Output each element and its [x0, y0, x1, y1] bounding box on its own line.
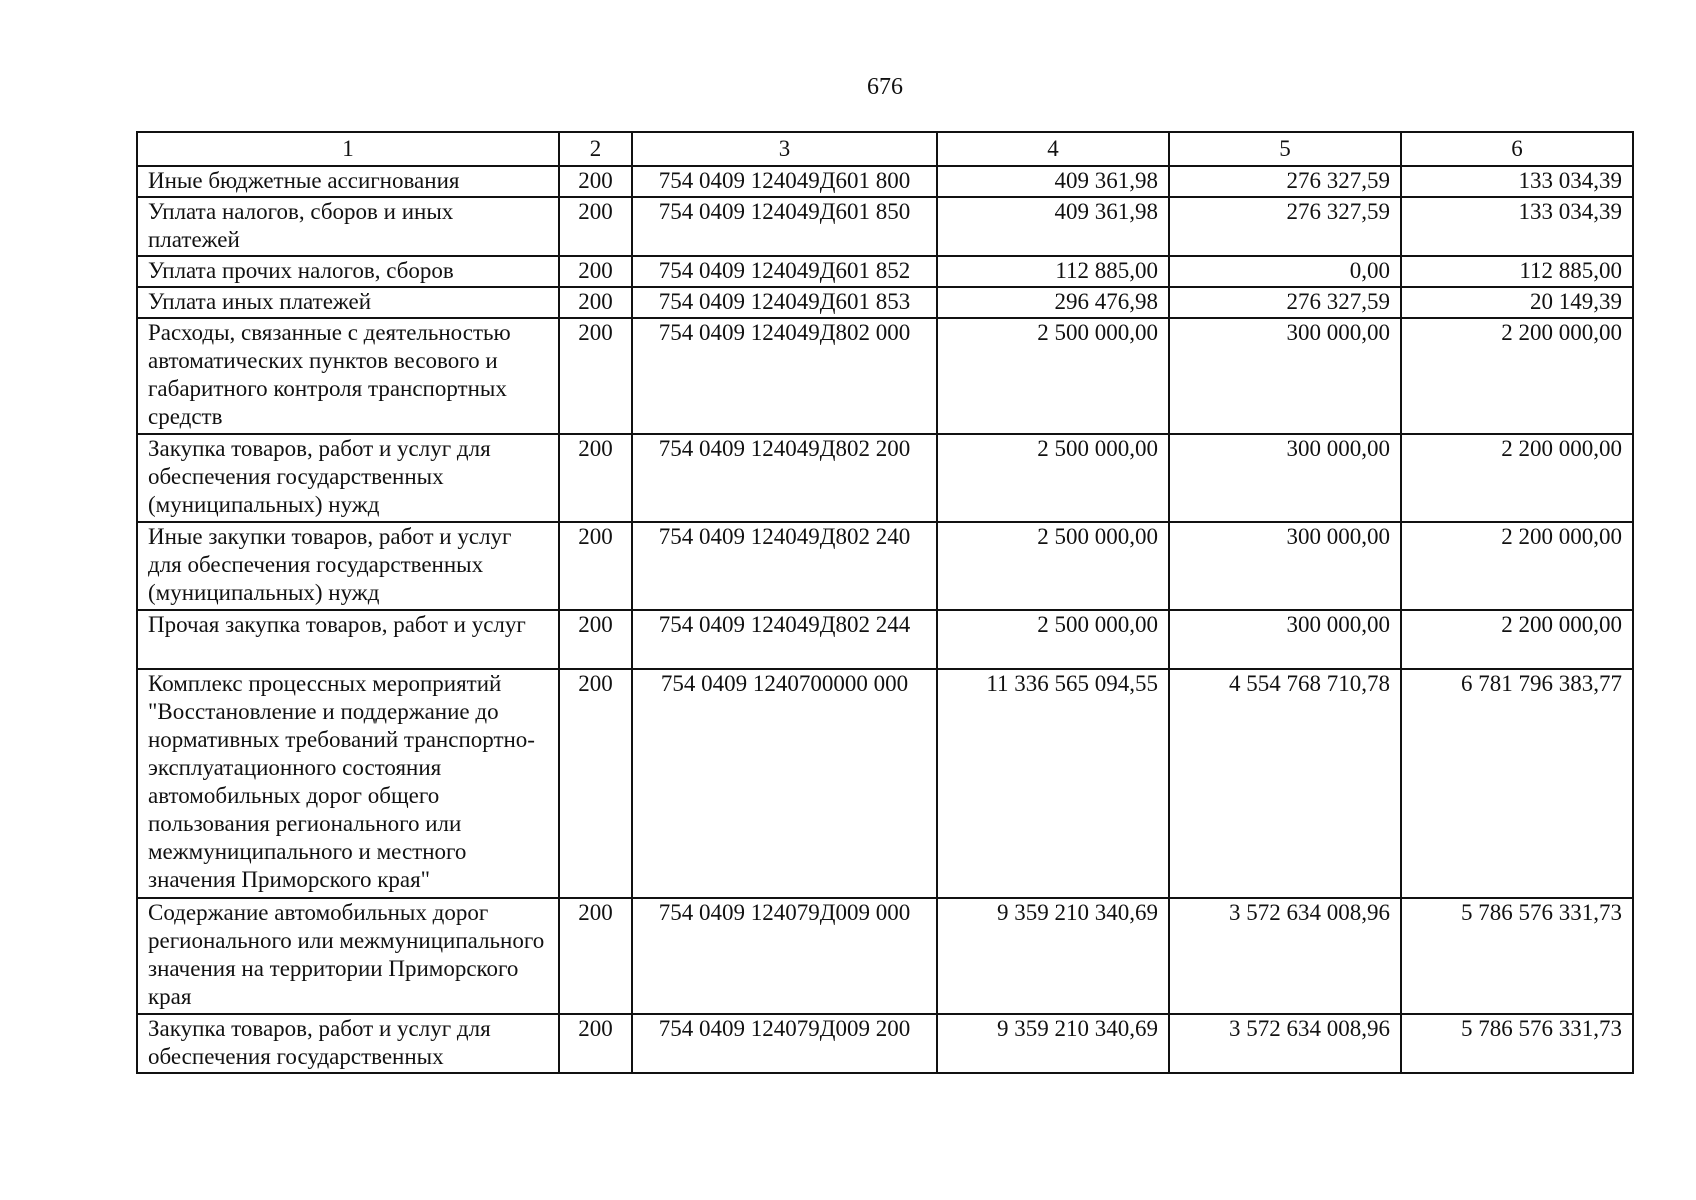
row-grbs: 200 — [559, 898, 632, 1014]
row-value-4: 409 361,98 — [937, 197, 1169, 256]
row-code: 754 0409 124079Д009 200 — [632, 1014, 937, 1073]
row-value-5: 3 572 634 008,96 — [1169, 1014, 1401, 1073]
row-name: Иные бюджетные ассигнования — [137, 166, 559, 197]
page-number: 676 — [867, 74, 903, 100]
row-value-6: 5 786 576 331,73 — [1401, 898, 1633, 1014]
row-value-6: 112 885,00 — [1401, 256, 1633, 287]
row-value-6: 2 200 000,00 — [1401, 434, 1633, 522]
row-grbs: 200 — [559, 166, 632, 197]
row-value-6: 2 200 000,00 — [1401, 522, 1633, 610]
table-row — [137, 610, 1633, 669]
row-value-6: 2 200 000,00 — [1401, 610, 1633, 669]
row-code: 754 0409 124049Д601 852 — [632, 256, 937, 287]
header-cell-6: 6 — [1401, 132, 1633, 166]
row-value-5: 4 554 768 710,78 — [1169, 669, 1401, 898]
row-code: 754 0409 124049Д601 800 — [632, 166, 937, 197]
row-value-4: 2 500 000,00 — [937, 434, 1169, 522]
row-value-6: 133 034,39 — [1401, 166, 1633, 197]
row-value-4: 11 336 565 094,55 — [937, 669, 1169, 898]
header-cell-4: 4 — [937, 132, 1169, 166]
row-value-5: 300 000,00 — [1169, 522, 1401, 610]
row-value-5: 276 327,59 — [1169, 166, 1401, 197]
row-value-6: 133 034,39 — [1401, 197, 1633, 256]
row-value-4: 2 500 000,00 — [937, 522, 1169, 610]
row-value-5: 300 000,00 — [1169, 434, 1401, 522]
row-code: 754 0409 124079Д009 000 — [632, 898, 937, 1014]
row-value-6: 2 200 000,00 — [1401, 318, 1633, 434]
row-value-5: 3 572 634 008,96 — [1169, 898, 1401, 1014]
row-value-4: 9 359 210 340,69 — [937, 1014, 1169, 1073]
header-cell-1: 1 — [137, 132, 559, 166]
table-row — [137, 1014, 1633, 1073]
row-code: 754 0409 124049Д601 850 — [632, 197, 937, 256]
row-value-6: 6 781 796 383,77 — [1401, 669, 1633, 898]
row-name: Уплата налогов, сборов и иных платежей — [137, 197, 559, 256]
row-grbs: 200 — [559, 522, 632, 610]
row-grbs: 200 — [559, 287, 632, 318]
row-name: Уплата иных платежей — [137, 287, 559, 318]
row-value-4: 9 359 210 340,69 — [937, 898, 1169, 1014]
header-cell-3: 3 — [632, 132, 937, 166]
row-code: 754 0409 124049Д802 244 — [632, 610, 937, 669]
row-code: 754 0409 124049Д802 240 — [632, 522, 937, 610]
row-name: Прочая закупка товаров, работ и услуг — [137, 610, 559, 669]
row-name: Закупка товаров, работ и услуг для обеспечения государственных — [137, 1014, 559, 1073]
row-grbs: 200 — [559, 610, 632, 669]
row-code: 754 0409 1240700000 000 — [632, 669, 937, 898]
row-value-6: 20 149,39 — [1401, 287, 1633, 318]
row-name: Комплекс процессных мероприятий "Восстановление и поддержание до нормативных требований транспортно-эксплуатационного состояния автомобильных дорог общего пользования регионального или межмуниципального и местного значения Приморского края" — [137, 669, 559, 898]
row-grbs: 200 — [559, 318, 632, 434]
row-value-4: 2 500 000,00 — [937, 610, 1169, 669]
table-row — [137, 669, 1633, 898]
row-value-4: 112 885,00 — [937, 256, 1169, 287]
row-value-6: 5 786 576 331,73 — [1401, 1014, 1633, 1073]
row-value-5: 300 000,00 — [1169, 610, 1401, 669]
row-value-5: 276 327,59 — [1169, 287, 1401, 318]
row-value-4: 2 500 000,00 — [937, 318, 1169, 434]
row-value-5: 0,00 — [1169, 256, 1401, 287]
table-row — [137, 287, 1633, 318]
table-row — [137, 166, 1633, 197]
row-name: Уплата прочих налогов, сборов — [137, 256, 559, 287]
header-cell-5: 5 — [1169, 132, 1401, 166]
table-row — [137, 434, 1633, 522]
row-grbs: 200 — [559, 434, 632, 522]
row-code: 754 0409 124049Д802 200 — [632, 434, 937, 522]
table-row — [137, 197, 1633, 256]
row-grbs: 200 — [559, 197, 632, 256]
row-value-5: 300 000,00 — [1169, 318, 1401, 434]
row-value-4: 409 361,98 — [937, 166, 1169, 197]
row-name: Содержание автомобильных дорог регионального или межмуниципального значения на территории Приморского края — [137, 898, 559, 1014]
table-row — [137, 256, 1633, 287]
table-row — [137, 522, 1633, 610]
row-code: 754 0409 124049Д601 853 — [632, 287, 937, 318]
row-name: Иные закупки товаров, работ и услуг для обеспечения государственных (муниципальных) нужд — [137, 522, 559, 610]
header-cell-2: 2 — [559, 132, 632, 166]
row-name: Расходы, связанные с деятельностью автоматических пунктов весового и габаритного контроля транспортных средств — [137, 318, 559, 434]
row-name: Закупка товаров, работ и услуг для обеспечения государственных (муниципальных) нужд — [137, 434, 559, 522]
row-value-5: 276 327,59 — [1169, 197, 1401, 256]
row-grbs: 200 — [559, 1014, 632, 1073]
table-row — [137, 898, 1633, 1014]
row-value-4: 296 476,98 — [937, 287, 1169, 318]
table-header-row — [137, 132, 1633, 166]
budget-table — [136, 131, 1634, 1074]
row-grbs: 200 — [559, 669, 632, 898]
row-grbs: 200 — [559, 256, 632, 287]
table-row — [137, 318, 1633, 434]
row-code: 754 0409 124049Д802 000 — [632, 318, 937, 434]
